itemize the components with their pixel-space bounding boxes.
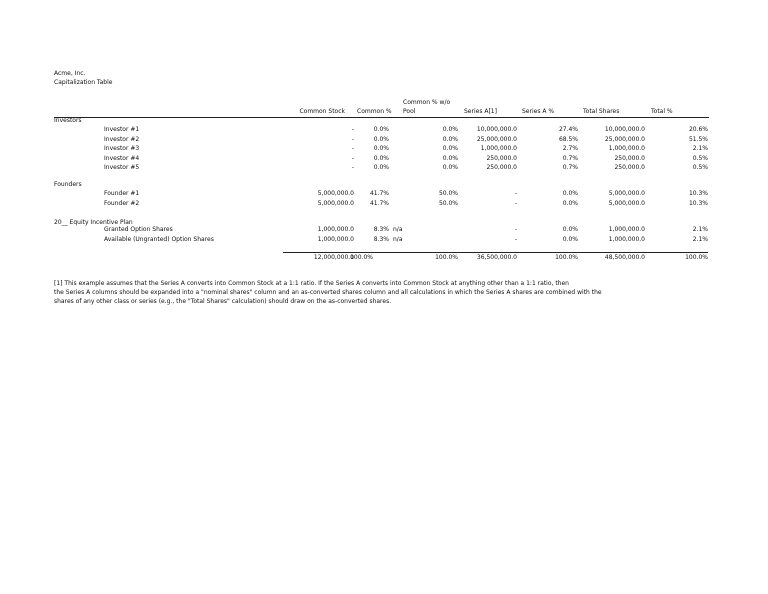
cell-series-a: - (514, 199, 517, 207)
col-header-common-wo-pool-2: Pool (403, 108, 416, 115)
col-header-common-pct: Common % (357, 108, 392, 115)
col-header-series-a-pct: Series A % (522, 108, 555, 115)
cell-total-pct: 0.5% (692, 164, 708, 171)
row-label: Investor #3 (104, 145, 140, 152)
row-label: Founder #2 (104, 199, 140, 207)
cell-total-pct: 0.5% (692, 154, 708, 162)
cell-common-pct: 0.0% (373, 135, 389, 143)
row-label: Investor #4 (104, 154, 140, 162)
cell-series-a-pct: 0.0% (562, 190, 578, 197)
row-label: Investor #5 (104, 164, 140, 171)
cell-series-a: - (514, 235, 517, 243)
total-common-wo: 100.0% (435, 254, 458, 261)
cell-total-pct: 51.5% (688, 135, 708, 143)
cell-common-pct: 8.3% (373, 226, 389, 233)
cell-common-wo: 0.0% (442, 154, 458, 162)
total-total-pct: 100.0% (685, 254, 708, 261)
cell-common: - (351, 154, 354, 162)
cell-series-a-pct: 27.4% (558, 126, 578, 133)
col-header-series-a: Series A[1] (464, 108, 497, 115)
row-label: Founder #1 (104, 190, 140, 197)
cell-series-a: 10,000,000.0 (476, 126, 517, 133)
total-series-a: 36,500,000.0 (476, 254, 517, 261)
cell-common: - (351, 145, 354, 152)
section-equity-plan: 20__ Equity Incentive Plan (54, 219, 133, 226)
cell-common-wo: n/a (393, 226, 403, 233)
row-label: Available (Ungranted) Option Shares (104, 235, 214, 243)
cell-total: 1,000,000.0 (608, 235, 645, 243)
cell-common-pct: 41.7% (369, 199, 389, 207)
cell-common-wo: 50.0% (438, 199, 458, 207)
row-label: Investor #1 (104, 126, 140, 133)
cell-common: 1,000,000.0 (317, 235, 354, 243)
cell-common-pct: 0.0% (373, 145, 389, 152)
cell-total: 25,000,000.0 (604, 135, 645, 143)
cell-common: - (351, 164, 354, 171)
cell-common-pct: 8.3% (373, 235, 389, 243)
footnote-line-1: [1] This example assumes that the Series A converts into Common Stock at a 1:1 ratio. If the Series A converts into Common Stock at anything other than a 1:1 ratio, then (54, 280, 569, 287)
cell-common: 1,000,000.0 (317, 226, 354, 233)
cell-total: 250,000.0 (614, 164, 645, 171)
cell-series-a-pct: 0.0% (562, 235, 578, 243)
cell-series-a: - (514, 190, 517, 197)
total-common-pct: 100.0% (350, 254, 373, 261)
col-header-common-wo-pool-1: Common % w/o (403, 99, 451, 106)
cell-common-wo: 0.0% (442, 135, 458, 143)
cell-total-pct: 2.1% (692, 235, 708, 243)
cell-common-wo: 0.0% (442, 145, 458, 152)
col-header-common-stock: Common Stock (299, 108, 345, 115)
cell-total: 5,000,000.0 (608, 190, 645, 197)
cell-total: 1,000,000.0 (608, 145, 645, 152)
cell-common-wo: n/a (393, 235, 403, 243)
total-series-a-pct: 100.0% (555, 254, 578, 261)
row-label: Granted Option Shares (104, 226, 173, 233)
totals-divider (283, 252, 708, 253)
cell-series-a: 250,000.0 (486, 164, 517, 171)
header-divider (54, 117, 709, 118)
total-total: 48,500,000.0 (604, 254, 645, 261)
section-founders: Founders (54, 181, 82, 188)
cell-total: 10,000,000.0 (604, 126, 645, 133)
section-investors: Investors (54, 117, 82, 124)
footnote-line-2: the Series A columns should be expanded into a "nominal shares" column and an as-converted shares column and all calculations in which the Series A shares are combined with the (54, 289, 602, 296)
cell-series-a-pct: 0.7% (562, 154, 578, 162)
cell-series-a-pct: 0.0% (562, 199, 578, 207)
cell-common-wo: 50.0% (438, 190, 458, 197)
cell-series-a-pct: 2.7% (562, 145, 578, 152)
col-header-total-shares: Total Shares (583, 108, 620, 115)
cell-common-wo: 0.0% (442, 126, 458, 133)
cell-total: 250,000.0 (614, 154, 645, 162)
cell-total-pct: 10.3% (688, 190, 708, 197)
document-title: Capitalization Table (54, 79, 113, 86)
cell-total: 1,000,000.0 (608, 226, 645, 233)
cell-common: - (351, 135, 354, 143)
cell-common-wo: 0.0% (442, 164, 458, 171)
total-common: 12,000,000.0 (313, 254, 354, 261)
cell-total: 5,000,000.0 (608, 199, 645, 207)
cell-common: 5,000,000.0 (317, 199, 354, 207)
cell-series-a-pct: 0.0% (562, 226, 578, 233)
company-name: Acme, Inc. (54, 70, 86, 77)
cell-series-a: 25,000,000.0 (476, 135, 517, 143)
footnote-line-3: shares of any other class or series (e.g., the "Total Shares" calculation) should draw on the as-converted shares. (54, 298, 392, 305)
cell-common-pct: 0.0% (373, 126, 389, 133)
cell-total-pct: 20.6% (688, 126, 708, 133)
cell-series-a-pct: 68.5% (558, 135, 578, 143)
cell-series-a-pct: 0.7% (562, 164, 578, 171)
cell-common-pct: 0.0% (373, 164, 389, 171)
cell-series-a: - (514, 226, 517, 233)
cell-common-pct: 0.0% (373, 154, 389, 162)
cell-series-a: 250,000.0 (486, 154, 517, 162)
cell-total-pct: 2.1% (692, 145, 708, 152)
cell-common: 5,000,000.0 (317, 190, 354, 197)
cell-total-pct: 10.3% (688, 199, 708, 207)
cell-total-pct: 2.1% (692, 226, 708, 233)
cell-common: - (351, 126, 354, 133)
cell-series-a: 1,000,000.0 (480, 145, 517, 152)
cell-common-pct: 41.7% (369, 190, 389, 197)
row-label: Investor #2 (104, 135, 140, 143)
col-header-total-pct: Total % (651, 108, 673, 115)
